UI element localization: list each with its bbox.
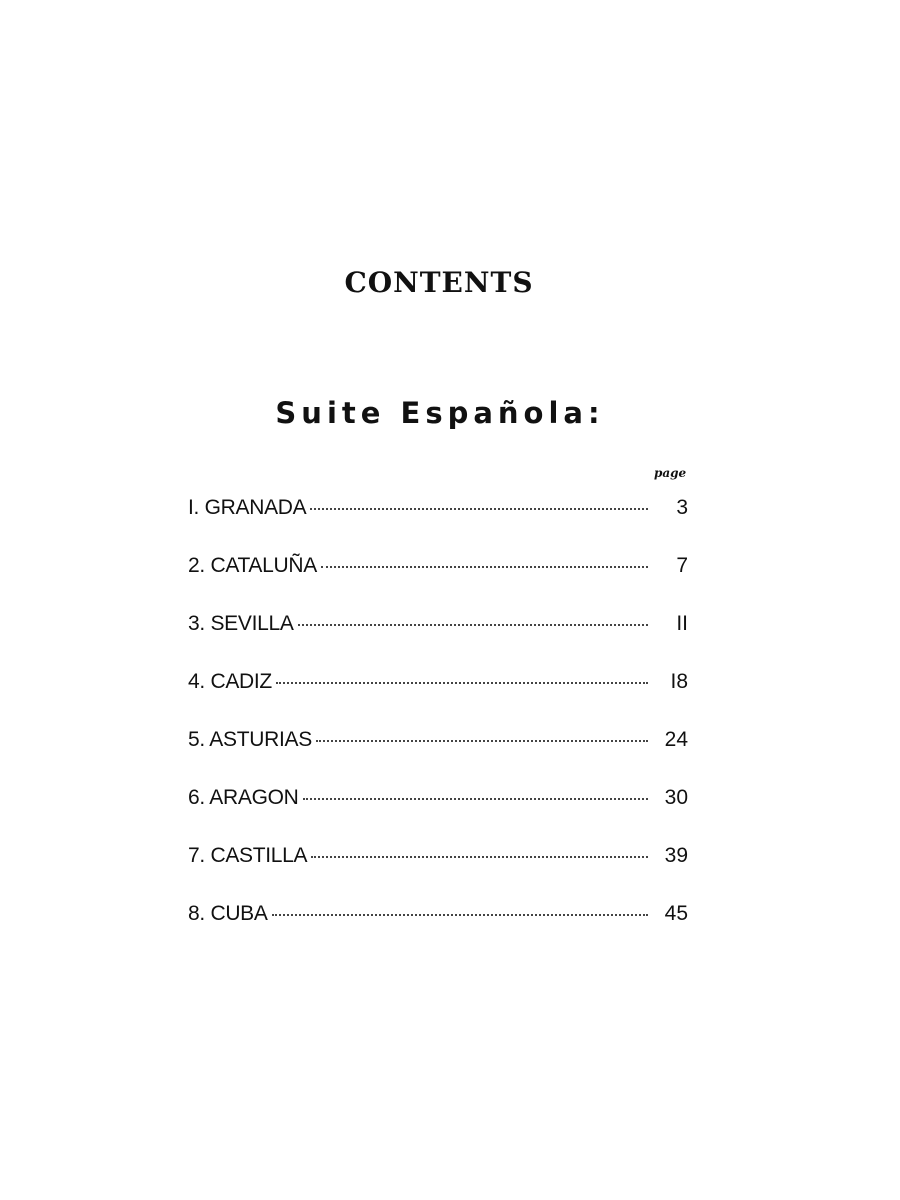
dot-leader [272,914,648,916]
toc-entry-page: 24 [664,728,688,751]
toc-entry[interactable] [188,496,688,554]
toc-entry[interactable] [188,786,688,844]
toc-entry-label: I. GRANADA [188,496,307,519]
dot-leader [321,566,648,568]
toc-entry-label: 4. CADIZ [188,670,272,693]
toc-list [188,496,688,960]
dot-leader [316,740,648,742]
page-column-label: page [654,466,687,480]
toc-entry-label: 5. ASTURIAS [188,728,312,751]
toc-entry-label: 7. CASTILLA [188,844,308,867]
dot-leader [298,624,648,626]
toc-entry[interactable] [188,844,688,902]
dot-leader [310,508,648,510]
toc-entry-page: 30 [664,786,688,809]
toc-entry-page: 45 [664,902,688,925]
toc-entry-page: 3 [676,496,688,519]
toc-entry[interactable] [188,728,688,786]
dot-leader [303,798,648,800]
toc-entry[interactable] [188,902,688,960]
dot-leader [276,682,648,684]
toc-entry[interactable] [188,554,688,612]
toc-entry-page: 39 [664,844,688,867]
toc-entry-page: I8 [670,670,688,693]
toc-entry[interactable] [188,612,688,670]
toc-entry-page: II [676,612,688,635]
page-title: CONTENTS [344,266,534,299]
section-title: Suite Española: [275,396,605,430]
toc-entry-page: 7 [676,554,688,577]
toc-entry-label: 3. SEVILLA [188,612,294,635]
toc-entry[interactable] [188,670,688,728]
toc-entry-label: 6. ARAGON [188,786,299,809]
dot-leader [311,856,648,858]
toc-entry-label: 2. CATALUÑA [188,554,317,577]
toc-entry-label: 8. CUBA [188,902,268,925]
